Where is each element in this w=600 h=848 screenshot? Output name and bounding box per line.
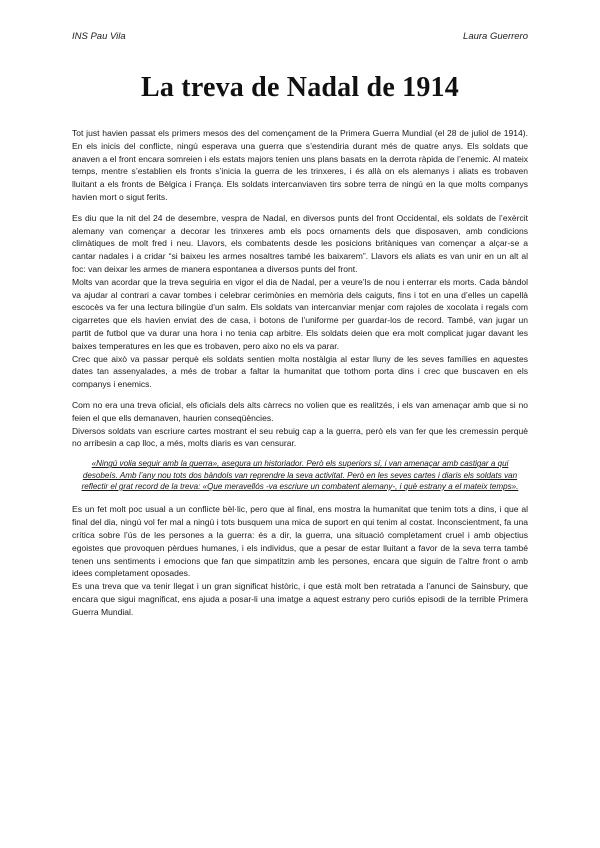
header-author: Laura Guerrero [463, 31, 528, 42]
paragraph: Molts van acordar que la treva seguiria en vigor el dia de Nadal, per a veure’ls de nou i enterrar els morts. Cada bàndol va ajudar al contrari a cavar tombes i celebrar cerimònies en memòria dels caiguts, fins i tot en una d’elles un capellà escocès va fer una lectura bilingüe d’un salm. Els soldats van intercanviar menjar com rajoles de xocolata i regals com cigarretes que els havien enviat des de casa, i botons de l’uniforme per guardar-los de record. També, van jugar un partit de futbol que va durar una hora i no tenia cap arbitre. Els soldats deien que era molt complicat jugar davant les baixes temperatures en les que es trobaven, pero aixo no els va parar. [72, 276, 528, 351]
paragraph: Es un fet molt poc usual a un conflicte bèl·lic, pero que al final, ens mostra la humanitat que tenim tots a dins, i que al final del dia, ningú vol fer mal a ningú i tots busquem una mica de suport en qui tenim al costat. Inconscientment, fa una crítica sobre l’ús de les persones a la guerra: és a dir, la guerra, una situació completament cruel i amb objectius egoistes que provoquen pèrdues humanes, i els individus, que a pesar de estar lluitant a favor de la seva terra també tenen uns sentiments i emocions que fan que simpatitzin amb les persones, encara que siguin de l’altre front o amb idees completament oposades. [72, 504, 528, 579]
paragraph: Diversos soldats van escriure cartes mostrant el seu rebuig cap a la guerra, però els van fer que les cremessin perquè no arribesin a cap lloc, a més, molts diaris es van censurar. [72, 425, 528, 449]
paragraph: Es una treva que va tenir llegat i un gran significat històric, i que està molt ben retratada a l’anunci de Sainsbury, que encara que sigui magnificat, ens ajuda a posar-li una imatge a aquest estrany pero curiós episodi de la terrible Primera Guerra Mundial. [72, 581, 528, 617]
paragraph: Es diu que la nit del 24 de desembre, vespra de Nadal, en diversos punts del front Occidental, els soldats de l’exèrcit alemany van començar a decorar les trinxeres amb els pocs ornaments dels que disposaven, amb condicions climàtiques de molt fred i neu. Llavors, els combatents desde les posicions britàniques van començar a alçar-se a cantar nadales i a cridar “si baixeu les armes nosaltres també les baixarem”. Llavors els aliats es van unir en un alt al foc: van deixar les armes de manera espontanea a diversos punts del front. [72, 212, 528, 274]
document-body [72, 127, 528, 619]
page-header [72, 31, 528, 42]
document-title: La treva de Nadal de 1914 [141, 72, 459, 103]
paragraph: Tot just havien passat els primers mesos des del començament de la Primera Guerra Mundial (el 28 de juliol de 1914). En els inicis del conflicte, ningú esperava una guerra que s’estendiria durant més de quatre anys. Els soldats que anaven a el front encara somreien i els estats majors tenien uns plans basats en la derrota ràpida de l’enemic. Al mateix temps, mentre s’establien els fronts s’inicia la guerra de les trinxeres, i és allà on els alemanys i aliats es trobaven lluitant a els fronts de Bèlgica i França. Els soldats intercanviaven tirs sobre terra de ningú en la que molts companys havien mort o sigut ferits. [72, 128, 528, 202]
paragraph: Com no era una treva oficial, els oficials dels alts càrrecs no volien que es realitzés, i els van amenaçar amb que si no feien el que ells demanaven, haurien conseqüències. [72, 399, 528, 423]
paragraph: Crec que això va passar perquè els soldats sentien molta nostàlgia al estar lluny de les seves famílies en aquestes dates tan assenyalades, a més de trobar a faltar la humanitat que tothom porta dins i crec que buscaven en els companys i enemics. [72, 353, 528, 390]
header-school: INS Pau Vila [72, 31, 126, 42]
quote-block: «Ningú volia seguir amb la guerra», asegura un historiador. Però els superiors sí, i van amenaçar amb castigar a qui desobeís. Amb l’any nou tots dos bàndols van reprendre la seva activitat. Però en les seves cartes i diaris els soldats van reflectir el grat record de la treva: «Que meravellós -va escriure un combatent alemany-, i què estrany a el mateix temps». [81, 459, 519, 491]
